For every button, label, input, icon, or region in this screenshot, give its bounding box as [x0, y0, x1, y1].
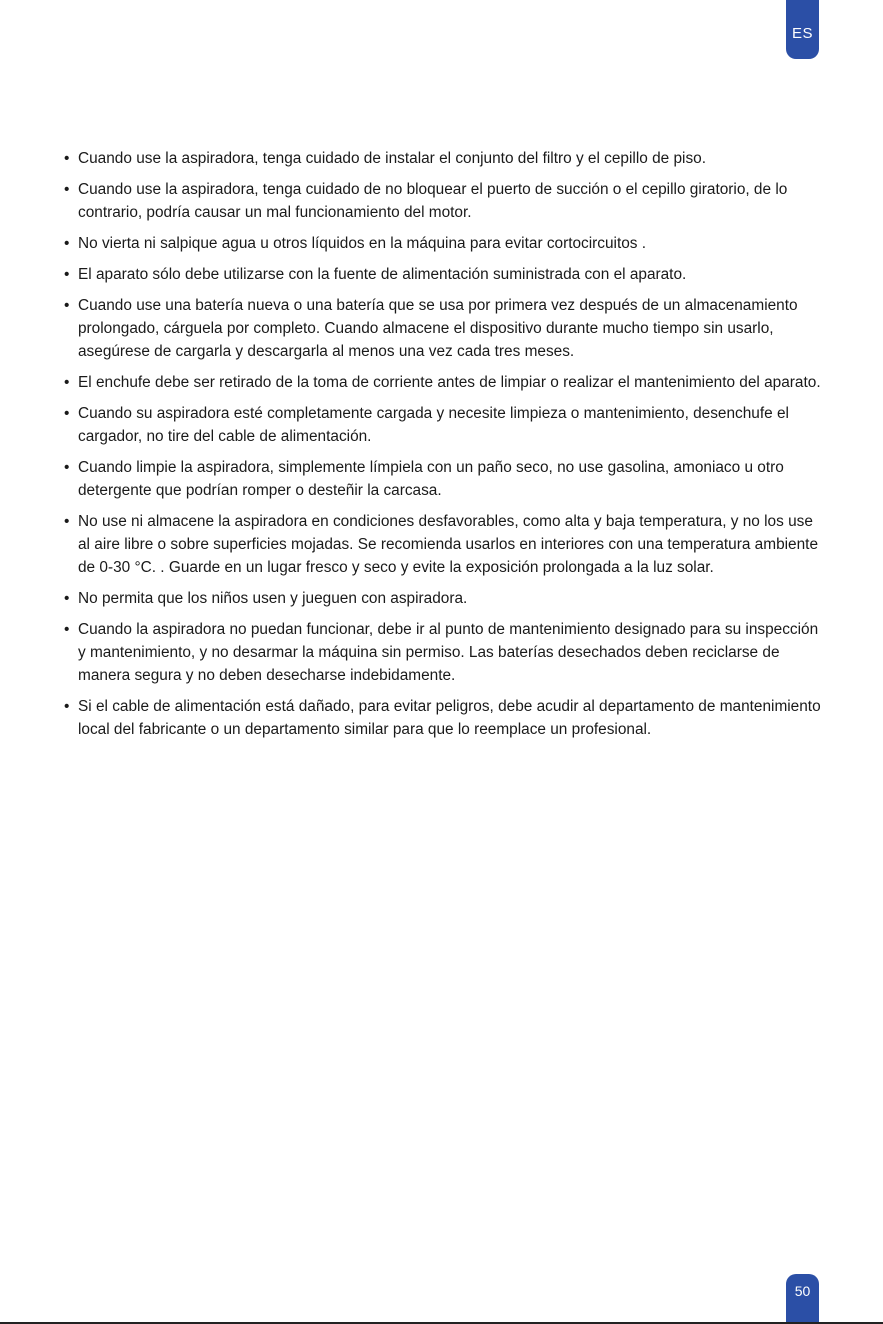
- list-item-text: No permita que los niños usen y jueguen con aspiradora.: [78, 590, 468, 607]
- bullet-icon: •: [64, 266, 70, 283]
- list-item: [62, 456, 822, 502]
- bullet-icon: •: [64, 698, 70, 715]
- list-item: [62, 178, 822, 224]
- list-item: [62, 232, 822, 255]
- list-item-text: El aparato sólo debe utilizarse con la fuente de alimentación suministrada con el aparato.: [78, 266, 687, 283]
- bullet-icon: •: [64, 405, 70, 422]
- list-item: [62, 695, 822, 741]
- list-item: [62, 510, 822, 579]
- bullet-icon: •: [64, 513, 70, 530]
- list-item: [62, 294, 822, 363]
- list-item-text: Cuando limpie la aspiradora, simplemente límpiela con un paño seco, no use gasolina, amoniaco u otro detergente que podrían romper o desteñir la carcasa.: [78, 459, 784, 499]
- page-number: 50: [786, 1274, 819, 1324]
- bullet-icon: •: [64, 374, 70, 391]
- bullet-icon: •: [64, 235, 70, 252]
- bullet-icon: •: [64, 297, 70, 314]
- list-item-text: Si el cable de alimentación está dañado, para evitar peligros, debe acudir al departamento de mantenimiento local del fabricante o un departamento similar para que lo reemplace un profesional.: [78, 698, 821, 738]
- safety-instructions: [62, 147, 822, 749]
- bullet-list: [62, 147, 822, 741]
- bullet-icon: •: [64, 590, 70, 607]
- list-item: [62, 618, 822, 687]
- language-tab: ES: [786, 0, 819, 59]
- bullet-icon: •: [64, 181, 70, 198]
- list-item: [62, 263, 822, 286]
- list-item-text: Cuando la aspiradora no puedan funcionar, debe ir al punto de mantenimiento designado para su inspección y mantenimiento, y no desarmar la máquina sin permiso. Las baterías desechados deben reciclarse de manera segura y no deben desecharse indebidamente.: [78, 621, 819, 684]
- list-item-text: El enchufe debe ser retirado de la toma de corriente antes de limpiar o realizar el mantenimiento del aparato.: [78, 374, 821, 391]
- list-item-text: No vierta ni salpique agua u otros líquidos en la máquina para evitar cortocircuitos .: [78, 235, 647, 252]
- list-item: [62, 371, 822, 394]
- bullet-icon: •: [64, 459, 70, 476]
- list-item: [62, 587, 822, 610]
- bullet-icon: •: [64, 150, 70, 167]
- list-item-text: No use ni almacene la aspiradora en condiciones desfavorables, como alta y baja temperatura, y no los use al aire libre o sobre superficies mojadas. Se recomienda usarlos en interiores con una temperatura ambiente de 0-30 °C. . Guarde en un lugar fresco y seco y evite la exposición prolongada a la luz solar.: [78, 513, 818, 576]
- list-item-text: Cuando use la aspiradora, tenga cuidado de no bloquear el puerto de succión o el cepillo giratorio, de lo contrario, podría causar un mal funcionamiento del motor.: [78, 181, 788, 221]
- list-item-text: Cuando use la aspiradora, tenga cuidado de instalar el conjunto del filtro y el cepillo de piso.: [78, 150, 706, 167]
- list-item-text: Cuando su aspiradora esté completamente cargada y necesite limpieza o mantenimiento, desenchufe el cargador, no tire del cable de alimentación.: [78, 405, 789, 445]
- list-item: [62, 147, 822, 170]
- list-item: [62, 402, 822, 448]
- list-item-text: Cuando use una batería nueva o una batería que se usa por primera vez después de un almacenamiento prolongado, cárguela por completo. Cuando almacene el dispositivo durante mucho tiempo sin usarlo, asegúrese de cargarla y descargarla al menos una vez cada tres meses.: [78, 297, 798, 360]
- bullet-icon: •: [64, 621, 70, 638]
